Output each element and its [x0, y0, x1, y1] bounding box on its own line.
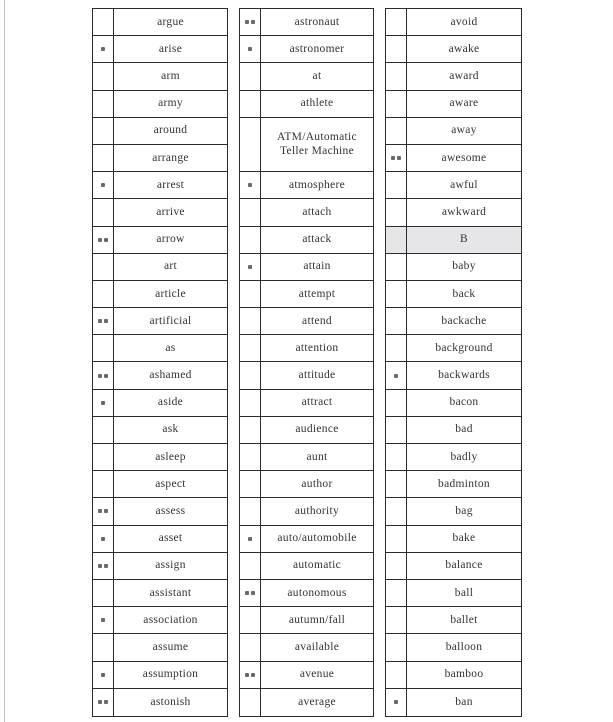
marker-cell	[93, 308, 114, 334]
table-row	[93, 335, 227, 362]
table-row	[93, 281, 227, 308]
marker-cell	[240, 362, 261, 388]
table-row	[93, 390, 227, 417]
marker-cell	[386, 9, 407, 35]
table-row	[240, 580, 373, 607]
level-dot-icon	[394, 700, 398, 704]
marker-cell	[93, 281, 114, 307]
word-text: art	[163, 260, 178, 273]
level-dot-icon	[104, 238, 108, 242]
level-dot-icon	[101, 47, 105, 51]
word-text: astonish	[150, 695, 191, 708]
word-text: assistant	[149, 586, 192, 599]
marker-cell	[93, 662, 114, 688]
marker-cell	[240, 634, 261, 660]
table-row	[240, 553, 373, 580]
table-row	[386, 526, 521, 553]
marker-cell	[240, 689, 261, 716]
marker-cell	[386, 471, 407, 497]
table-row	[93, 553, 227, 580]
marker-cell	[240, 36, 261, 62]
word-text: balance	[445, 559, 483, 572]
word-table-column-3	[385, 8, 522, 717]
word-text: attend	[302, 314, 332, 327]
word-text: backache	[441, 314, 487, 327]
table-row	[93, 607, 227, 634]
marker-cell	[93, 390, 114, 416]
table-row	[386, 498, 521, 525]
marker-cell	[240, 444, 261, 470]
word-text: ballet	[450, 613, 478, 626]
level-dot-icon	[251, 591, 255, 595]
table-row	[240, 308, 373, 335]
word-text: at	[312, 70, 322, 82]
table-row	[386, 390, 521, 417]
marker-cell	[240, 308, 261, 334]
table-row	[240, 689, 373, 716]
marker-cell	[386, 662, 407, 688]
marker-cell	[386, 63, 407, 89]
marker-cell	[386, 580, 407, 606]
marker-cell	[386, 498, 407, 524]
table-row	[240, 444, 373, 471]
marker-cell	[93, 172, 114, 198]
marker-cell	[240, 335, 261, 361]
word-text: awkward	[441, 205, 487, 218]
word-text: atmosphere	[288, 178, 345, 191]
marker-cell	[240, 91, 261, 117]
marker-cell	[93, 417, 114, 443]
word-text: aspect	[155, 477, 186, 490]
table-row	[386, 91, 521, 118]
table-row	[386, 63, 521, 90]
marker-cell	[93, 145, 114, 171]
table-row	[93, 526, 227, 553]
word-text: balloon	[445, 640, 483, 653]
table-row	[93, 689, 227, 716]
level-dot-icon	[248, 265, 252, 269]
word-text: badly	[450, 450, 478, 463]
table-row	[240, 526, 373, 553]
marker-cell	[240, 553, 261, 579]
table-row	[386, 145, 521, 172]
table-row	[386, 308, 521, 335]
marker-cell	[386, 254, 407, 280]
marker-cell	[93, 580, 114, 606]
word-text: assess	[155, 505, 186, 517]
word-text: attempt	[298, 287, 336, 300]
word-text: attention	[295, 341, 339, 354]
level-dot-icon	[248, 183, 252, 187]
word-text: awake	[448, 42, 480, 55]
marker-cell	[240, 471, 261, 497]
level-dot-icon	[248, 537, 252, 541]
word-text: badminton	[438, 477, 490, 490]
word-text: bacon	[449, 396, 479, 409]
table-row	[386, 607, 521, 634]
table-row	[386, 444, 521, 471]
level-dot-icon	[245, 591, 249, 595]
marker-cell	[93, 362, 114, 388]
table-row	[386, 9, 521, 36]
word-text: background	[435, 341, 493, 354]
section-header-text: B	[407, 227, 521, 253]
word-text: arrow	[156, 233, 185, 246]
marker-cell	[240, 254, 261, 280]
marker-cell	[93, 227, 114, 253]
table-row	[93, 145, 227, 172]
table-row	[93, 308, 227, 335]
word-text: article	[155, 287, 186, 300]
table-row	[93, 227, 227, 254]
word-text: assign	[155, 559, 186, 572]
table-row	[93, 9, 227, 36]
marker-cell	[93, 199, 114, 225]
marker-cell	[240, 662, 261, 688]
marker-cell	[386, 526, 407, 552]
word-text: as	[165, 341, 176, 354]
word-text: assumption	[142, 668, 199, 681]
table-row	[386, 118, 521, 145]
level-dot-icon	[245, 673, 249, 677]
word-text: ask	[162, 423, 179, 436]
word-text: authority	[294, 505, 340, 518]
table-row	[240, 254, 373, 281]
table-row	[240, 471, 373, 498]
table-row	[386, 580, 521, 607]
table-row	[240, 498, 373, 525]
level-dot-icon	[104, 700, 108, 704]
marker-cell	[386, 91, 407, 117]
marker-cell	[386, 607, 407, 633]
word-text: attach	[302, 205, 332, 218]
table-row	[240, 281, 373, 308]
marker-cell	[386, 417, 407, 443]
section-header-row	[386, 227, 521, 254]
word-text: argue	[157, 15, 184, 28]
level-dot-icon	[98, 564, 102, 568]
word-text: autonomous	[287, 586, 347, 599]
table-row	[386, 254, 521, 281]
marker-cell	[93, 526, 114, 552]
table-row	[386, 172, 521, 199]
word-text: bamboo	[444, 668, 484, 681]
word-text: asset	[158, 532, 183, 545]
word-table-column-1	[92, 8, 228, 717]
marker-cell	[240, 118, 261, 171]
table-row	[240, 662, 373, 689]
word-text: away	[451, 124, 477, 137]
word-table-column-2	[239, 8, 374, 717]
marker-cell	[386, 172, 407, 198]
level-dot-icon	[101, 401, 105, 405]
level-dot-icon	[98, 509, 102, 513]
word-text: ball	[454, 586, 474, 599]
word-text: attitude	[298, 369, 336, 382]
table-row	[93, 417, 227, 444]
word-text: autumn/fall	[288, 613, 346, 626]
word-text: attack	[302, 233, 332, 246]
marker-cell	[386, 308, 407, 334]
marker-cell	[93, 444, 114, 470]
marker-cell	[240, 172, 261, 198]
marker-cell	[93, 9, 114, 35]
table-row	[386, 36, 521, 63]
table-row	[386, 689, 521, 716]
table-row	[386, 281, 521, 308]
level-dot-icon	[248, 47, 252, 51]
level-dot-icon	[101, 537, 105, 541]
table-row	[240, 335, 373, 362]
table-row	[93, 199, 227, 226]
table-row	[240, 199, 373, 226]
table-row	[93, 444, 227, 471]
word-text: available	[294, 640, 340, 653]
table-row	[93, 634, 227, 661]
table-row	[93, 498, 227, 525]
marker-cell	[93, 471, 114, 497]
word-text: backwards	[438, 369, 490, 382]
marker-cell	[93, 254, 114, 280]
word-text: aware	[449, 97, 479, 110]
table-row	[386, 662, 521, 689]
level-dot-icon	[101, 618, 105, 622]
marker-cell	[240, 526, 261, 552]
word-text: athlete	[300, 97, 334, 110]
table-row	[93, 662, 227, 689]
word-text: astronomer	[289, 42, 345, 55]
word-text: arrange	[152, 151, 189, 164]
level-dot-icon	[245, 20, 249, 24]
word-text: asleep	[155, 450, 186, 463]
word-text: author	[301, 477, 333, 490]
table-row	[93, 172, 227, 199]
word-text: back	[452, 287, 476, 300]
page-edge-line	[4, 0, 5, 722]
table-row	[240, 172, 373, 199]
table-row	[386, 634, 521, 661]
level-dot-icon	[397, 156, 401, 160]
marker-cell	[386, 444, 407, 470]
marker-cell	[386, 227, 407, 253]
word-text: avoid	[450, 15, 478, 28]
level-dot-icon	[98, 319, 102, 323]
marker-cell	[240, 417, 261, 443]
table-row	[240, 36, 373, 63]
table-row	[240, 634, 373, 661]
marker-cell	[93, 91, 114, 117]
marker-cell	[386, 36, 407, 62]
word-text: bake	[452, 532, 476, 545]
level-dot-icon	[251, 20, 255, 24]
table-row	[93, 91, 227, 118]
word-text: bad	[455, 423, 473, 436]
marker-cell	[386, 281, 407, 307]
word-text: awesome	[441, 151, 487, 164]
word-text: ashamed	[149, 369, 192, 382]
marker-cell	[386, 335, 407, 361]
marker-cell	[93, 634, 114, 660]
marker-cell	[240, 498, 261, 524]
marker-cell	[240, 9, 261, 35]
word-text: arise	[158, 42, 183, 55]
table-row	[93, 471, 227, 498]
word-text: aside	[157, 396, 184, 409]
word-text: award	[449, 70, 479, 82]
table-row	[240, 362, 373, 389]
word-text: attract	[301, 396, 333, 409]
marker-cell	[93, 553, 114, 579]
table-row	[386, 335, 521, 362]
table-row	[386, 553, 521, 580]
marker-cell	[386, 199, 407, 225]
word-text: arrive	[156, 205, 185, 218]
word-text: arm	[161, 70, 180, 82]
level-dot-icon	[98, 238, 102, 242]
marker-cell	[386, 118, 407, 144]
marker-cell	[93, 607, 114, 633]
word-text: army	[158, 97, 183, 110]
table-row	[240, 417, 373, 444]
marker-cell	[240, 63, 261, 89]
level-dot-icon	[104, 319, 108, 323]
word-text: audience	[295, 423, 339, 436]
level-dot-icon	[104, 374, 108, 378]
level-dot-icon	[98, 374, 102, 378]
marker-cell	[240, 227, 261, 253]
level-dot-icon	[104, 509, 108, 513]
word-text: around	[153, 124, 188, 137]
marker-cell	[240, 390, 261, 416]
word-text: auto/automobile	[277, 532, 357, 545]
level-dot-icon	[101, 673, 105, 677]
table-row	[386, 362, 521, 389]
table-row	[240, 390, 373, 417]
word-text: ATM/Automatic Teller Machine	[277, 130, 357, 158]
word-text: attain	[303, 260, 331, 273]
word-text: avenue	[299, 668, 335, 681]
table-row	[240, 9, 373, 36]
level-dot-icon	[394, 374, 398, 378]
table-row	[93, 362, 227, 389]
level-dot-icon	[391, 156, 395, 160]
table-row	[386, 199, 521, 226]
marker-cell	[93, 498, 114, 524]
level-dot-icon	[251, 673, 255, 677]
marker-cell	[386, 689, 407, 716]
table-row	[93, 580, 227, 607]
word-text: assume	[152, 640, 189, 653]
word-text: baby	[452, 260, 476, 273]
word-text: bag	[455, 505, 473, 517]
marker-cell	[386, 553, 407, 579]
word-text: average	[298, 695, 336, 708]
level-dot-icon	[104, 564, 108, 568]
marker-cell	[240, 607, 261, 633]
word-text: awful	[450, 178, 478, 191]
marker-cell	[93, 118, 114, 144]
table-row	[386, 417, 521, 444]
table-row	[240, 63, 373, 90]
table-row	[240, 91, 373, 118]
marker-cell	[386, 362, 407, 388]
marker-cell	[386, 390, 407, 416]
word-text: automatic	[292, 559, 342, 572]
word-text: astronaut	[294, 15, 340, 28]
marker-cell	[386, 634, 407, 660]
table-row	[240, 118, 373, 172]
table-row	[93, 36, 227, 63]
marker-cell	[93, 36, 114, 62]
word-text: artificial	[149, 314, 192, 327]
word-text: aunt	[306, 450, 328, 463]
marker-cell	[240, 580, 261, 606]
table-row	[93, 254, 227, 281]
table-row	[240, 607, 373, 634]
marker-cell	[93, 335, 114, 361]
word-text: arrest	[156, 178, 185, 191]
table-row	[93, 118, 227, 145]
marker-cell	[240, 281, 261, 307]
marker-cell	[240, 199, 261, 225]
marker-cell	[386, 145, 407, 171]
table-row	[240, 227, 373, 254]
word-text: association	[143, 613, 198, 626]
table-row	[386, 471, 521, 498]
marker-cell	[93, 689, 114, 716]
marker-cell	[93, 63, 114, 89]
table-row	[93, 63, 227, 90]
word-text: ban	[455, 695, 473, 708]
level-dot-icon	[98, 700, 102, 704]
level-dot-icon	[101, 183, 105, 187]
